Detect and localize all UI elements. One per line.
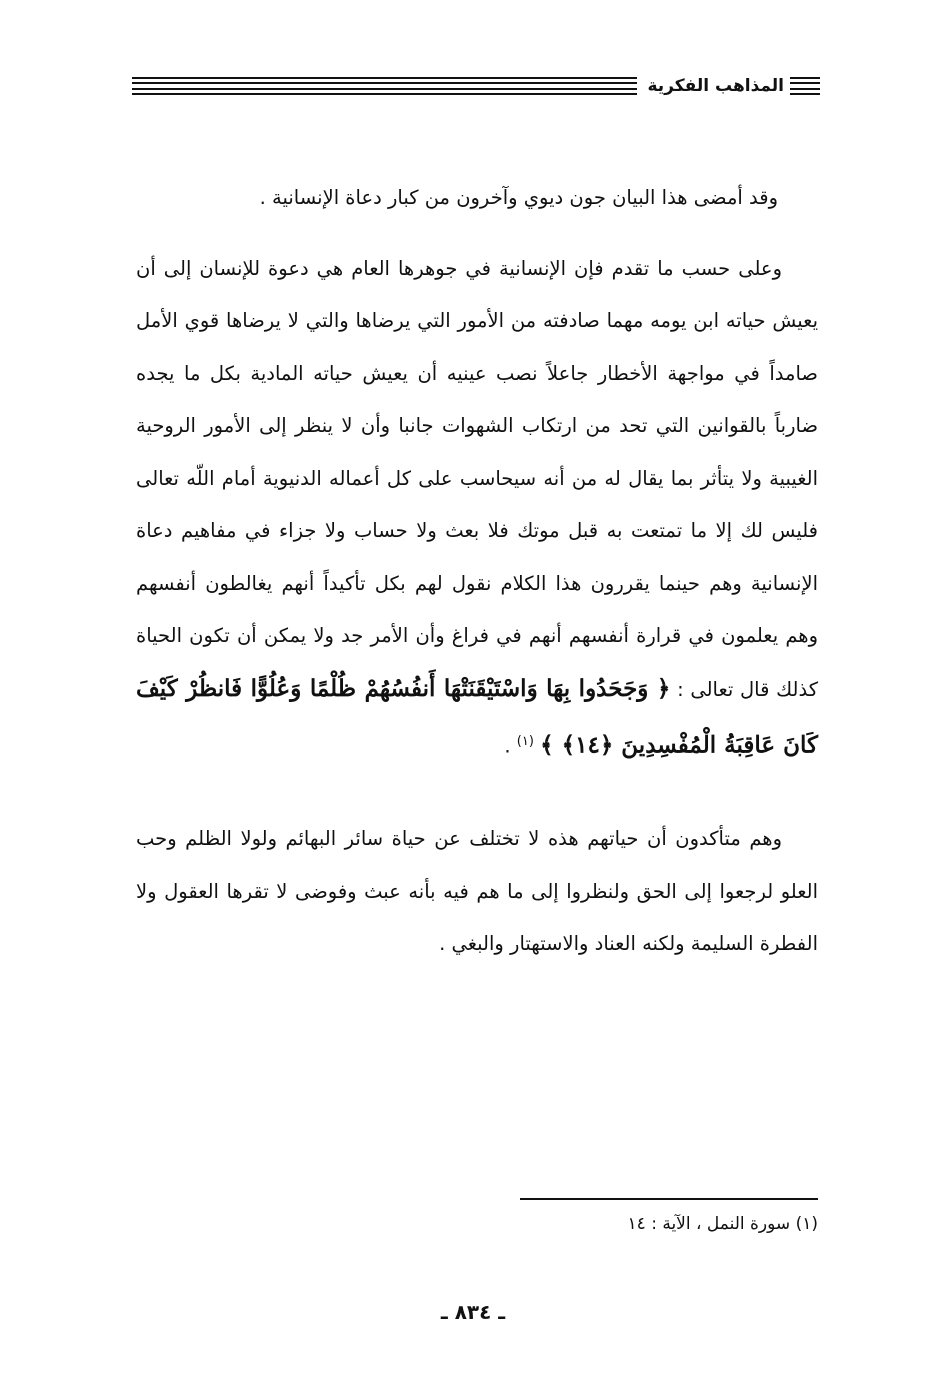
paragraph-2-text: وعلى حسب ما تقدم فإن الإنسانية في جوهرها العام هي دعوة للإنسان إلى أن يعيش حياته ابن يومه مهما صادفته من الأمور التي يرضاها والتي لا يرضاها قوي الأمل صامداً في مواجهة الأخطار جاعلاً نصب عينيه أن يعيش حياته المادية بكل ما يجده ضارباً بالقوانين التي تحد من ارتكاب الشهوات جانبا وأن لا ينظر إلى الأمور الروحية الغيبية ولا يتأثر بما يقال له من أنه سيحاسب على كل أعماله الدنيوية أمام اللّه تعالى فليس لك إلا ما تمتعت به قبل موتك فلا بعث ولا حساب ولا جزاء في مفاهيم دعاة الإنسانية وهم حينما يقررون هذا الكلام نقول لهم بكل تأكيداً أنهم يغالطون أنفسهم وهم يعلمون في قرارة أنفسهم أنهم في فراغ وأن الأمر جد ولا يمكن أن تكون الحياة كذلك قال تعالى : xyxy=(136,256,818,701)
page-body xyxy=(136,172,818,971)
footnote: (١) سورة النمل ، الآية : ١٤ xyxy=(627,1214,818,1234)
paragraph-2 xyxy=(136,243,818,774)
footnote-divider xyxy=(520,1198,818,1200)
running-header xyxy=(132,72,820,100)
paragraph-2-end: . xyxy=(504,734,517,758)
header-ornament-short xyxy=(790,77,820,95)
header-title: المذاهب الفكرية xyxy=(647,76,784,96)
quran-verse: ﴿ وَجَحَدُوا بِهَا وَاسْتَيْقَنَتْهَا أَنفُسُهُمْ ظُلْمًا وَعُلُوًّا فَانظُرْ كَيْفَ كَانَ عَاقِبَةُ الْمُفْسِدِينَ ﴿١٤﴾ ﴾ xyxy=(136,674,818,759)
paragraph-1: وقد أمضى هذا البيان جون ديوي وآخرون من كبار دعاة الإنسانية . xyxy=(259,186,778,209)
paragraph-3: وهم متأكدون أن حياتهم هذه لا تختلف عن حياة سائر البهائم ولولا الظلم وحب العلو لرجعوا إلى الحق ولنظروا إلى ما هم فيه بأنه عبث وفوضى لا تقرها العقول ولا الفطرة السليمة ولكنه العناد والاستهتار والبغي . xyxy=(136,827,818,955)
page-number: ـ ٨٣٤ ـ xyxy=(440,1300,506,1324)
footnote-reference: (١) xyxy=(516,734,534,749)
header-ornament-long xyxy=(132,77,637,95)
